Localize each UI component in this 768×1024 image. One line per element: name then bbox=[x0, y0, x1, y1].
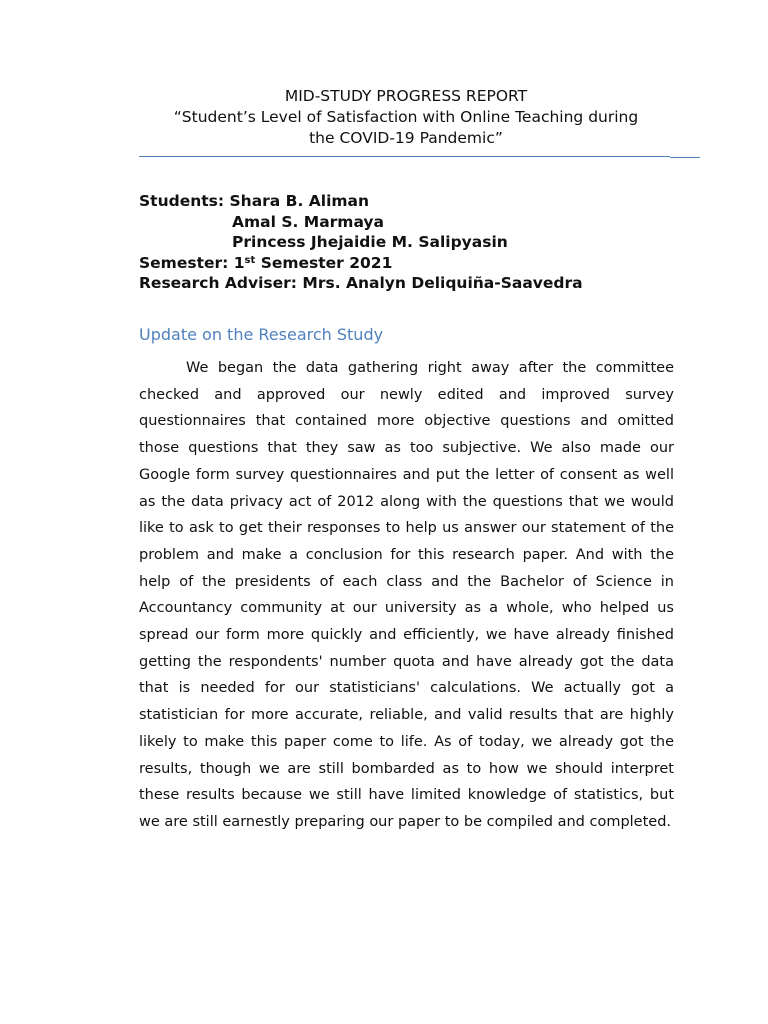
report-title-line-1: MID-STUDY PROGRESS REPORT bbox=[284, 87, 528, 105]
report-title bbox=[139, 86, 673, 149]
adviser-row bbox=[139, 273, 583, 294]
students-row bbox=[139, 232, 583, 253]
semester-label: Semester: bbox=[139, 253, 229, 272]
student-name: Amal S. Marmaya bbox=[232, 212, 384, 231]
student-name: Princess Jhejaidie M. Salipyasin bbox=[232, 233, 508, 251]
title-divider bbox=[139, 156, 670, 157]
adviser-label: Research Adviser: bbox=[139, 274, 297, 292]
report-title-line-3: the COVID-19 Pandemic” bbox=[309, 129, 503, 147]
report-metadata bbox=[139, 191, 583, 294]
body-paragraph: We began the data gathering right away after the committee checked and approved our newly edited and improved survey questionnaires that contained more objective questions and omitted those questions that they saw as too subjective. We also made our Google form survey questionnaires and put the letter of consent as well as the data privacy act of 2012 along with the questions that we would like to ask to get their responses to help us answer our statement of the problem and make a conclusion for this research paper. And with the help of the presidents of each class and the Bachelor of Science in Accountancy community at our university as a whole, who helped us spread our form more quickly and efficiently, we have already finished getting the respondents' number quota and have already got the data that is needed for our statisticians' calculations. We actually got a statistician for more accurate, reliable, and valid results that are highly likely to make this paper come to life. As of today, we already got the results, though we are still bombarded as to how we should interpret these results because we still have limited knowledge of statistics, but we are still earnestly preparing our paper to be compiled and completed. bbox=[139, 360, 674, 830]
adviser-name: Mrs. Analyn Deliquiña-Saavedra bbox=[302, 274, 583, 292]
semester-row bbox=[139, 253, 583, 274]
report-title-line-2: “Student’s Level of Satisfaction with Online Teaching during bbox=[173, 108, 639, 126]
semester-suffix: st bbox=[244, 254, 256, 266]
section-heading: Update on the Research Study bbox=[139, 325, 384, 344]
student-name: Shara B. Aliman bbox=[229, 192, 370, 210]
students-row bbox=[139, 191, 583, 212]
students-row bbox=[139, 212, 583, 233]
title-divider-tail bbox=[670, 157, 700, 158]
semester-number: 1 bbox=[233, 253, 245, 272]
students-label: Students: bbox=[139, 192, 225, 210]
semester-value: Semester 2021 bbox=[260, 253, 393, 272]
